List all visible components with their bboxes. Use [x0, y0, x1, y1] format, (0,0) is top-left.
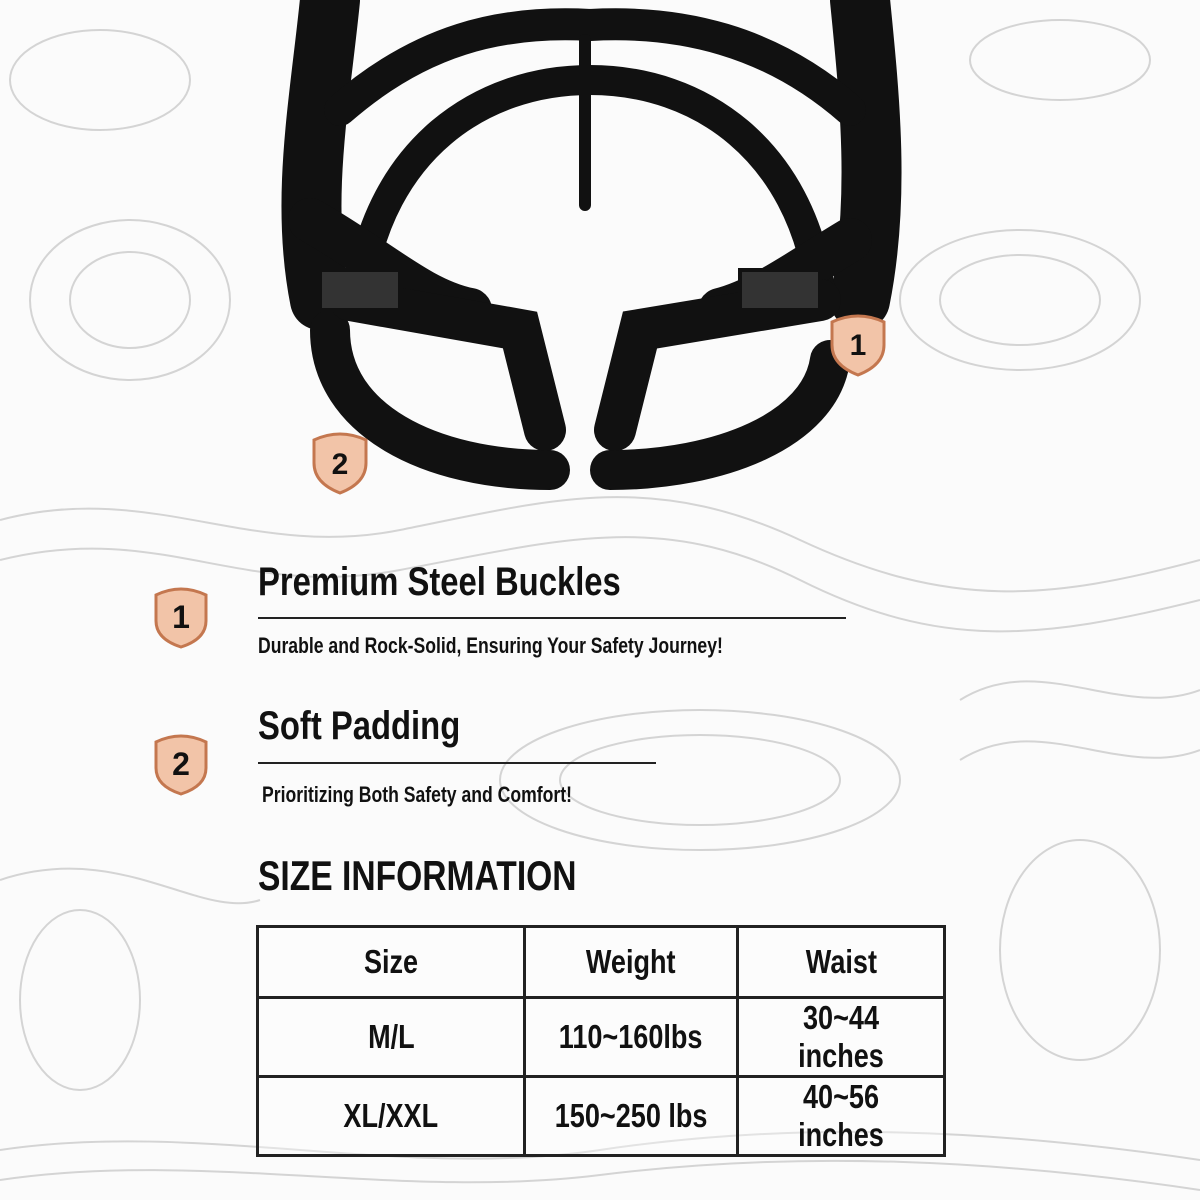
- callout-1-description: Durable and Rock-Solid, Ensuring Your Safety Journey!: [258, 633, 723, 658]
- svg-text:1: 1: [849, 329, 867, 362]
- callout-2-description: Prioritizing Both Safety and Comfort!: [262, 782, 572, 807]
- header-weight: Weight: [525, 927, 738, 998]
- header-waist: Waist: [738, 927, 945, 998]
- badge-2-icon: [153, 732, 209, 796]
- callout-2-title: Soft Padding: [258, 704, 461, 748]
- cell-waist: 30~44 inches: [738, 998, 945, 1077]
- cell-waist: 40~56 inches: [738, 1077, 945, 1156]
- cell-size: XL/XXL: [258, 1077, 525, 1156]
- badge-1-icon: [153, 585, 209, 649]
- table-header-row: [258, 927, 945, 998]
- svg-text:2: 2: [331, 448, 349, 481]
- svg-text:1: 1: [172, 599, 190, 635]
- svg-text:2: 2: [172, 746, 190, 782]
- divider: [258, 762, 656, 764]
- size-table: [256, 925, 946, 1157]
- table-row: [258, 998, 945, 1077]
- badge-2-on-image: [314, 434, 366, 493]
- cell-size: M/L: [258, 998, 525, 1077]
- cell-weight: 110~160lbs: [525, 998, 738, 1077]
- table-row: [258, 1077, 945, 1156]
- harness-product-image: [0, 0, 1200, 520]
- callout-1-title: Premium Steel Buckles: [258, 560, 621, 604]
- divider: [258, 617, 846, 619]
- header-size: Size: [258, 927, 525, 998]
- size-information-title: SIZE INFORMATION: [258, 852, 577, 899]
- cell-weight: 150~250 lbs: [525, 1077, 738, 1156]
